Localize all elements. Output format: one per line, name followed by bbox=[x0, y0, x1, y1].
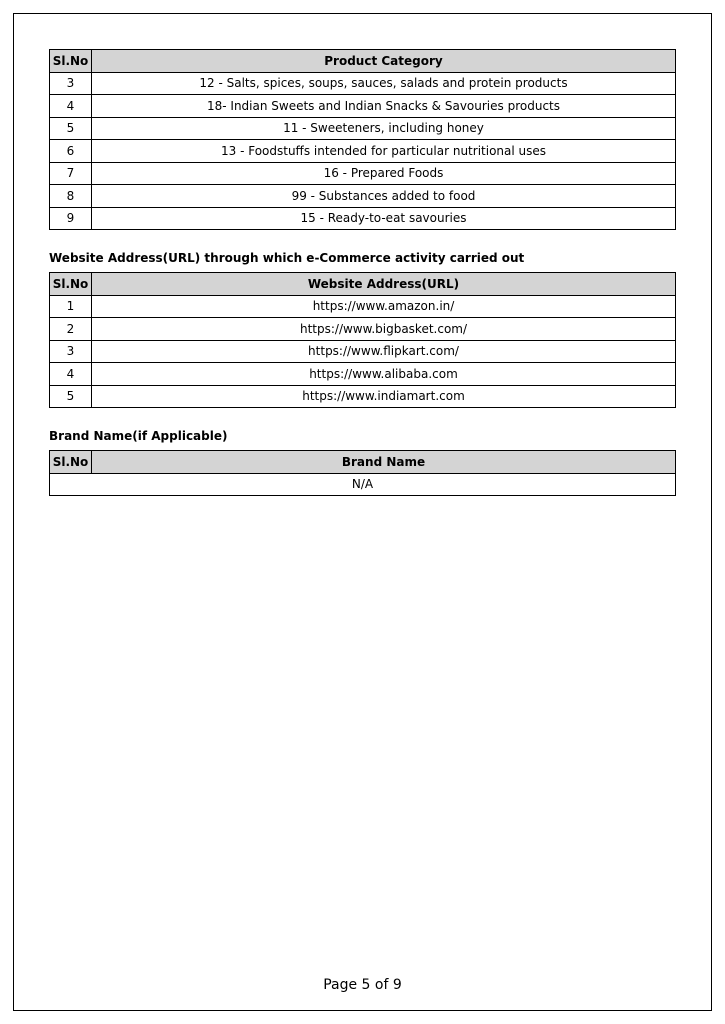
website-section-title: Website Address(URL) through which e-Commerce activity carried out bbox=[49, 251, 525, 265]
table-row bbox=[50, 473, 676, 496]
product-category-cell: 15 - Ready-to-eat savouries bbox=[92, 207, 676, 230]
product-category-cell: 11 - Sweeteners, including honey bbox=[92, 117, 676, 140]
column-header-sl-no: Sl.No bbox=[50, 50, 92, 73]
sl-no-cell: 3 bbox=[50, 340, 92, 363]
sl-no-cell: 5 bbox=[50, 385, 92, 408]
website-url-cell: https://www.amazon.in/ bbox=[92, 295, 676, 318]
brand-section-title: Brand Name(if Applicable) bbox=[49, 429, 228, 443]
sl-no-cell: 6 bbox=[50, 140, 92, 163]
website-url-cell: https://www.flipkart.com/ bbox=[92, 340, 676, 363]
column-header-sl-no: Sl.No bbox=[50, 451, 92, 474]
sl-no-cell: 5 bbox=[50, 117, 92, 140]
table-row bbox=[50, 72, 676, 95]
column-header-website-address: Website Address(URL) bbox=[92, 273, 676, 296]
product-category-cell: 16 - Prepared Foods bbox=[92, 162, 676, 185]
sl-no-cell: 8 bbox=[50, 185, 92, 208]
sl-no-cell: 7 bbox=[50, 162, 92, 185]
table-row bbox=[50, 140, 676, 163]
table-row bbox=[50, 162, 676, 185]
website-address-table bbox=[49, 272, 676, 408]
empty-value-cell: N/A bbox=[50, 473, 676, 496]
product-category-table bbox=[49, 49, 676, 230]
table-row bbox=[50, 318, 676, 341]
table-header-row bbox=[50, 50, 676, 73]
sl-no-cell: 1 bbox=[50, 295, 92, 318]
sl-no-cell: 2 bbox=[50, 318, 92, 341]
column-header-brand-name: Brand Name bbox=[92, 451, 676, 474]
table-row bbox=[50, 95, 676, 118]
website-url-cell: https://www.indiamart.com bbox=[92, 385, 676, 408]
website-url-cell: https://www.alibaba.com bbox=[92, 363, 676, 386]
page-number: Page 5 of 9 bbox=[323, 977, 402, 993]
product-category-cell: 18- Indian Sweets and Indian Snacks & Savouries products bbox=[92, 95, 676, 118]
product-category-cell: 13 - Foodstuffs intended for particular nutritional uses bbox=[92, 140, 676, 163]
table-row bbox=[50, 295, 676, 318]
sl-no-cell: 4 bbox=[50, 95, 92, 118]
column-header-sl-no: Sl.No bbox=[50, 273, 92, 296]
sl-no-cell: 9 bbox=[50, 207, 92, 230]
sl-no-cell: 3 bbox=[50, 72, 92, 95]
table-row bbox=[50, 207, 676, 230]
product-category-cell: 12 - Salts, spices, soups, sauces, salads and protein products bbox=[92, 72, 676, 95]
sl-no-cell: 4 bbox=[50, 363, 92, 386]
table-row bbox=[50, 363, 676, 386]
brand-name-table bbox=[49, 450, 676, 496]
column-header-product-category: Product Category bbox=[92, 50, 676, 73]
table-row bbox=[50, 117, 676, 140]
website-url-cell: https://www.bigbasket.com/ bbox=[92, 318, 676, 341]
table-row bbox=[50, 185, 676, 208]
table-row bbox=[50, 385, 676, 408]
product-category-cell: 99 - Substances added to food bbox=[92, 185, 676, 208]
table-header-row bbox=[50, 451, 676, 474]
table-row bbox=[50, 340, 676, 363]
table-header-row bbox=[50, 273, 676, 296]
